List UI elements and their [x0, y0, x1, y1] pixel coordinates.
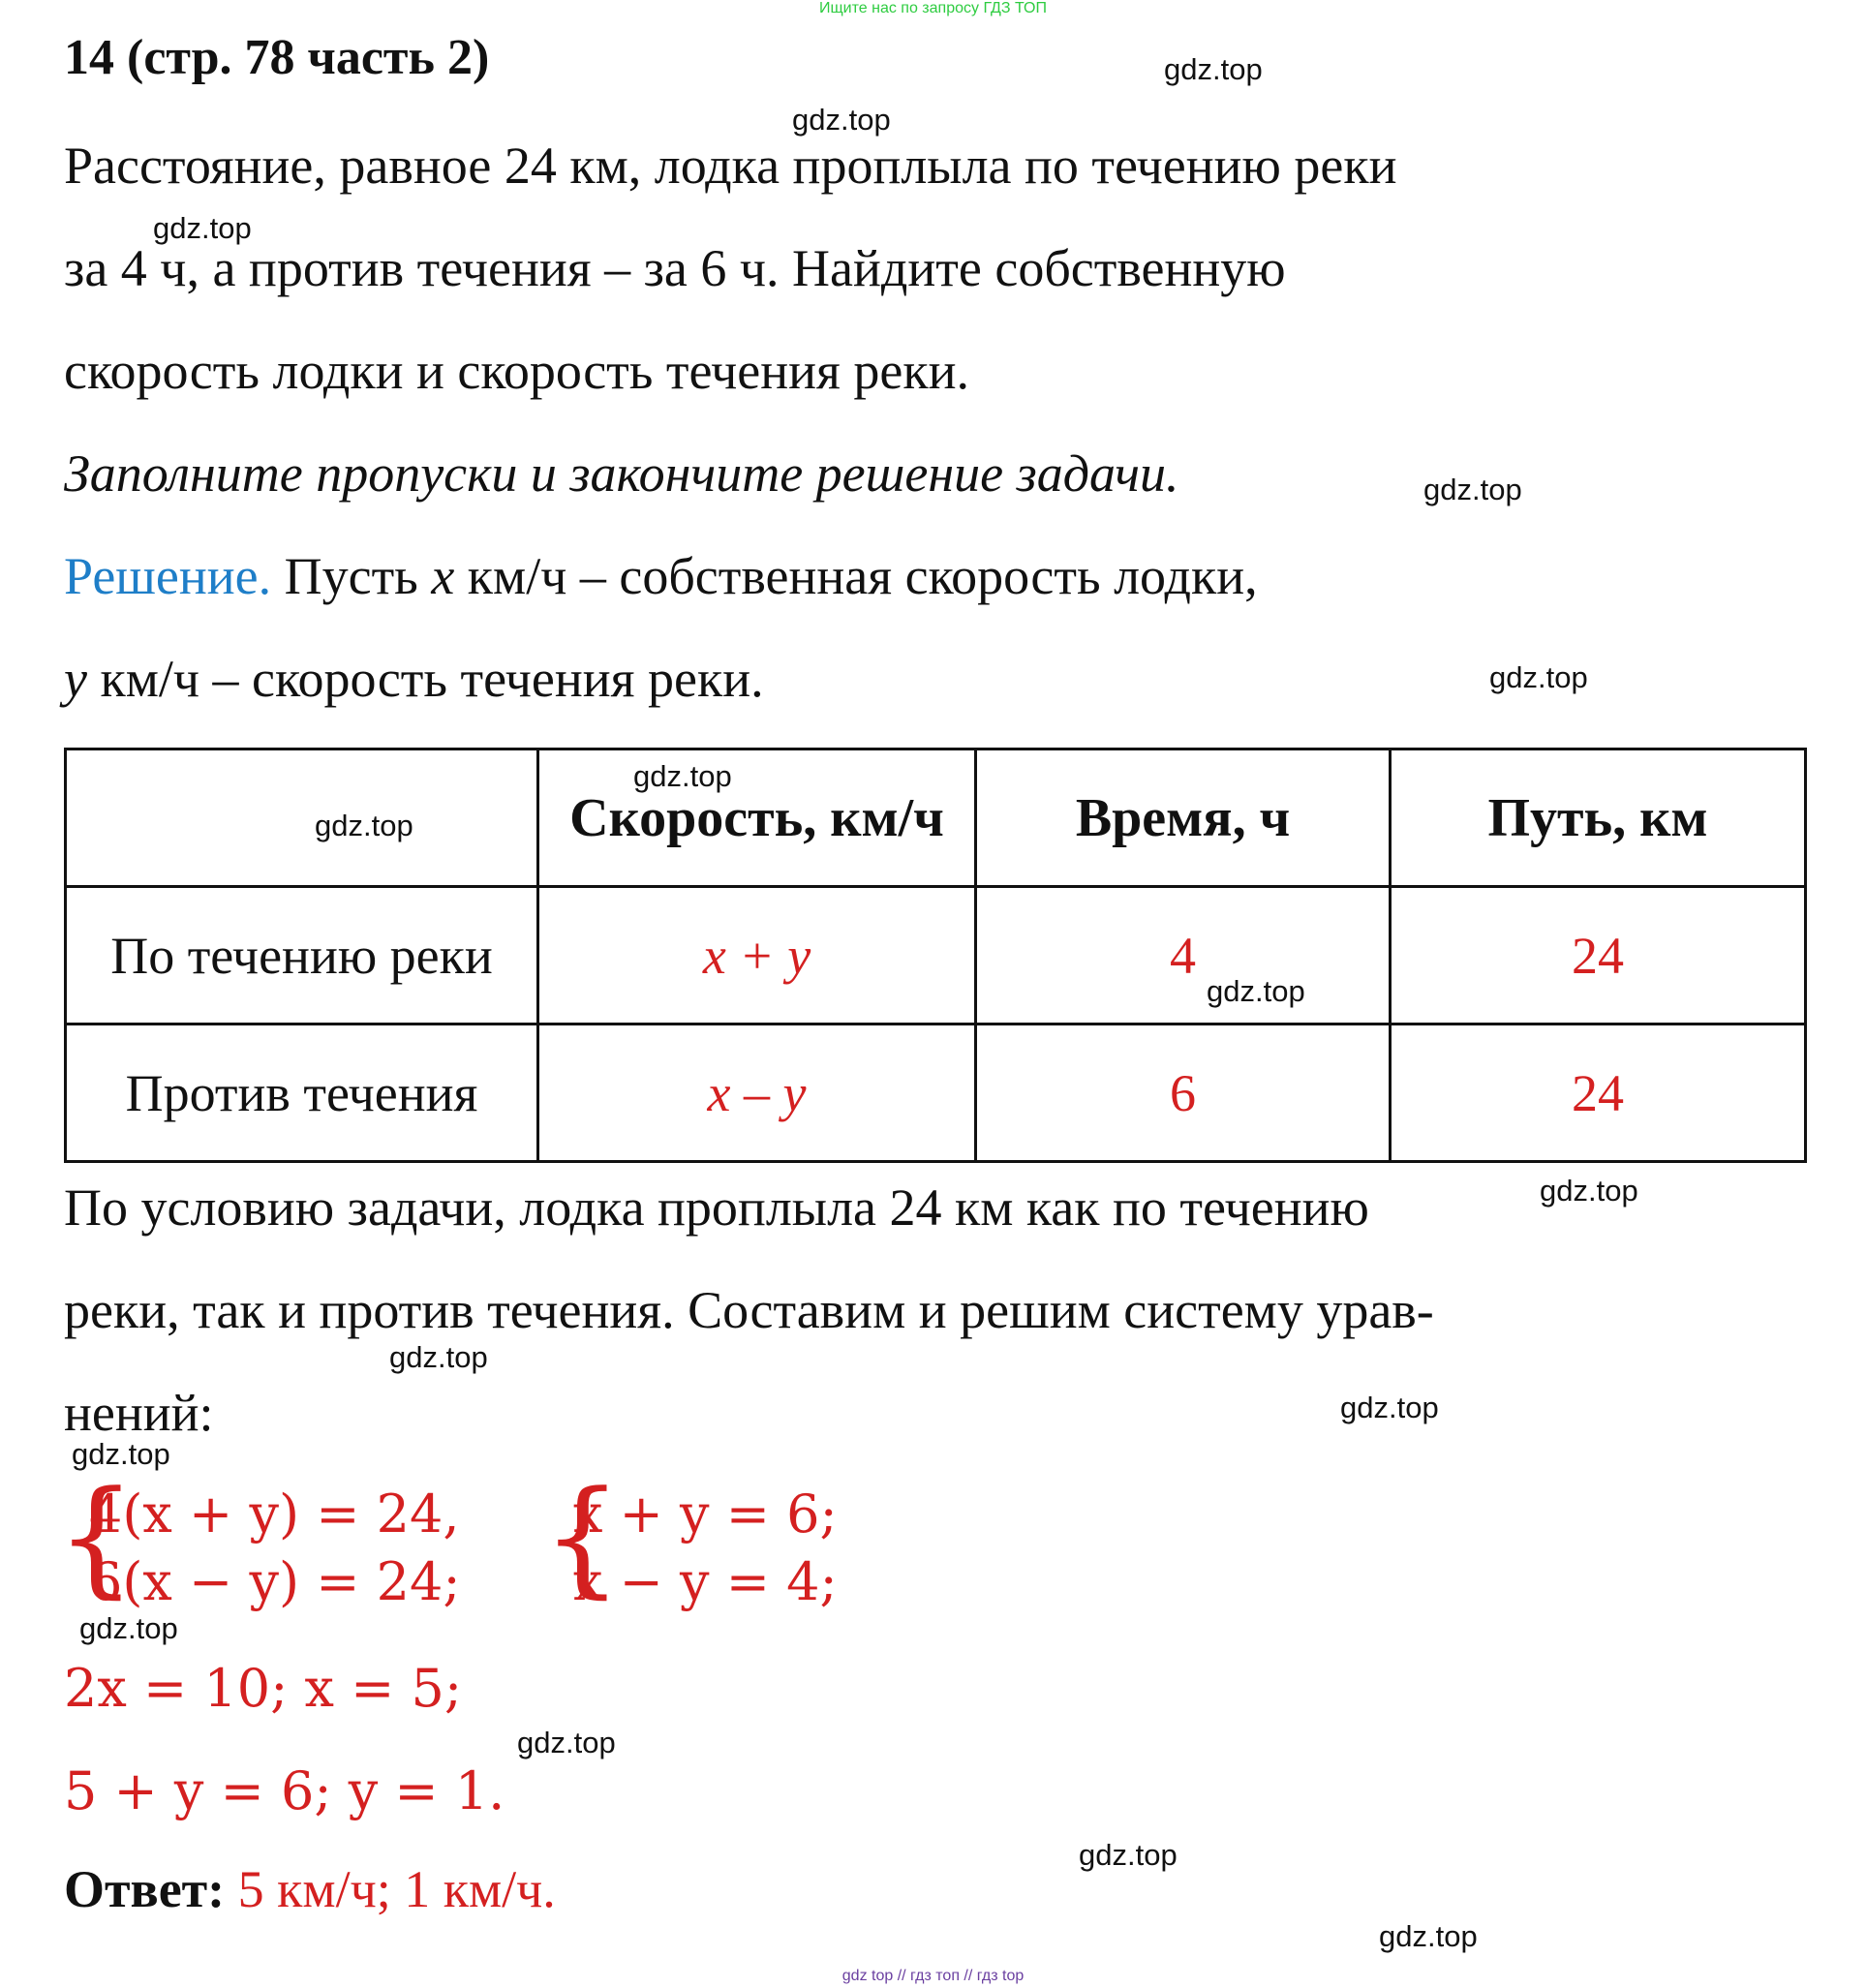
- condition-line-1: По условию задачи, лодка проплыла 24 км как по течению: [64, 1178, 1369, 1237]
- var-y: y: [64, 650, 87, 708]
- answer-label: Ответ:: [64, 1860, 226, 1918]
- problem-line-1: Расстояние, равное 24 км, лодка проплыла по течению реки: [64, 137, 1397, 195]
- table-row: [66, 887, 1806, 1025]
- speed-cell: x + y: [538, 887, 976, 1025]
- watermark: gdz.top: [1340, 1391, 1439, 1424]
- distance-cell: 24: [1391, 1025, 1806, 1162]
- solution-line-1: [64, 547, 1258, 605]
- table-header-cell: Путь, км: [1391, 749, 1806, 887]
- system2-eq2: x − y = 4;: [573, 1551, 838, 1612]
- system1-eq2: 6(x − y) = 24;: [89, 1551, 461, 1612]
- system-brace-2: {: [542, 1463, 623, 1610]
- solution-label: Решение.: [64, 547, 272, 605]
- watermark: gdz.top: [517, 1726, 616, 1759]
- solution-intro-a: Пусть: [271, 547, 432, 605]
- distance-cell: 24: [1391, 887, 1806, 1025]
- watermark: gdz.top: [1379, 1919, 1478, 1953]
- watermark: gdz.top: [1423, 473, 1522, 506]
- table-header-cell: [66, 749, 538, 887]
- condition-line-2: реки, так и против течения. Составим и решим систему урав-: [64, 1281, 1434, 1339]
- table-header-cell: Скорость, км/ч: [538, 749, 976, 887]
- top-banner: Ищите нас по запросу ГДЗ ТОП: [819, 0, 1047, 16]
- condition-line-3: нений:: [64, 1384, 214, 1442]
- system-brace-1: {: [56, 1463, 137, 1610]
- time-cell: 6: [976, 1025, 1391, 1162]
- footer-links: gdz top // гдз топ // гдз top: [841, 1968, 1025, 1984]
- var-x: x: [431, 547, 455, 605]
- watermark: gdz.top: [1164, 52, 1263, 86]
- system1-eq1: 4(x + y) = 24,: [89, 1483, 460, 1545]
- watermark: gdz.top: [1489, 660, 1588, 694]
- problem-line-3: скорость лодки и скорость течения реки.: [64, 342, 969, 400]
- watermark: gdz.top: [1079, 1838, 1178, 1872]
- watermark: gdz.top: [72, 1437, 170, 1471]
- watermark: gdz.top: [315, 809, 413, 842]
- watermark: gdz.top: [1540, 1174, 1638, 1208]
- answer-line: [64, 1860, 556, 1918]
- solution-intro-c: км/ч – скорость течения реки.: [86, 650, 764, 708]
- instruction: Заполните пропуски и закончите решение задачи.: [64, 444, 1179, 503]
- row-label: По течению реки: [66, 887, 538, 1025]
- watermark: gdz.top: [792, 103, 891, 137]
- equation-step-1: 2x = 10; x = 5;: [64, 1658, 463, 1719]
- page-title: 14 (стр. 78 часть 2): [64, 30, 490, 85]
- solution-line-2: [64, 650, 764, 708]
- time-cell: 4: [976, 887, 1391, 1025]
- watermark: gdz.top: [79, 1611, 178, 1645]
- solution-intro-b: км/ч – собственная скорость лодки,: [454, 547, 1258, 605]
- table-header-cell: Время, ч: [976, 749, 1391, 887]
- speed-cell: x – y: [538, 1025, 976, 1162]
- answer-value: 5 км/ч; 1 км/ч.: [225, 1860, 556, 1918]
- watermark: gdz.top: [633, 759, 732, 793]
- table-row: [66, 1025, 1806, 1162]
- problem-line-2: за 4 ч, а против течения – за 6 ч. Найдите собственную: [64, 239, 1286, 297]
- equation-step-2: 5 + y = 6; y = 1.: [64, 1760, 505, 1821]
- system2-eq1: x + y = 6;: [573, 1483, 838, 1545]
- watermark: gdz.top: [1207, 974, 1305, 1008]
- watermark: gdz.top: [389, 1340, 488, 1374]
- row-label: Против течения: [66, 1025, 538, 1162]
- watermark: gdz.top: [153, 211, 252, 245]
